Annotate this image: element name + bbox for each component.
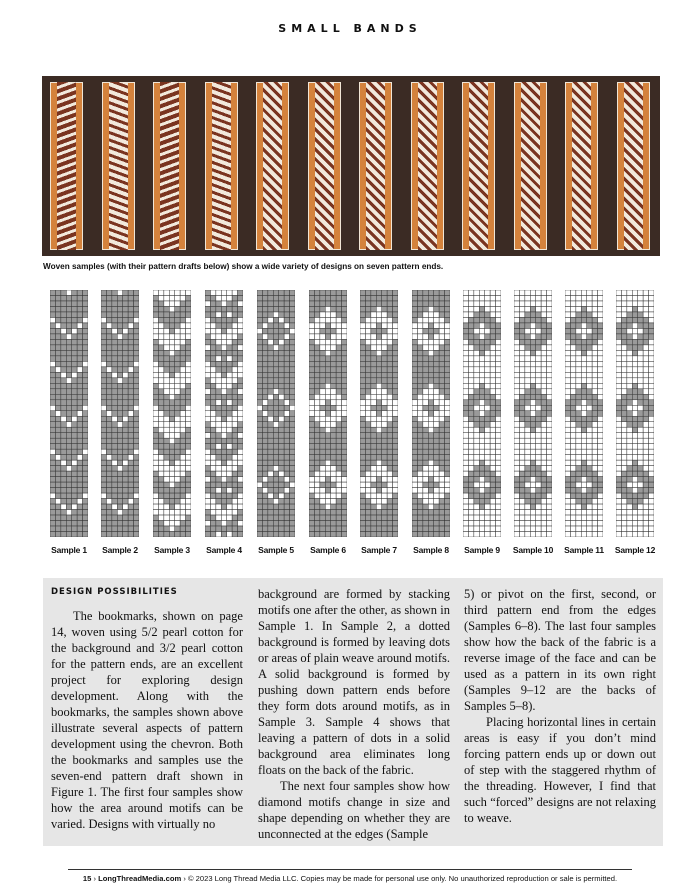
woven-band	[50, 82, 83, 250]
article-column-1	[51, 586, 243, 832]
photo-caption: Woven samples (with their pattern drafts below) show a wide variety of designs on seven pattern ends.	[43, 262, 444, 271]
pattern-draft	[101, 290, 139, 537]
footer: 15 › LongThreadMedia.com › © 2023 Long Thread Media LLC. Copies may be made for personal use only. No unauthorized reproduction or sale is permitted.	[82, 874, 618, 883]
sample-label: Sample 12	[614, 545, 656, 555]
woven-band	[462, 82, 495, 250]
sample-label: Sample 10	[512, 545, 554, 555]
pattern-draft	[205, 290, 243, 537]
section-heading: DESIGN POSSIBILITIES	[51, 587, 178, 597]
article-column-2	[258, 586, 450, 842]
woven-band	[308, 82, 341, 250]
pattern-draft	[412, 290, 450, 537]
sample-label: Sample 8	[413, 545, 449, 555]
woven-band	[411, 82, 444, 250]
pattern-draft	[565, 290, 603, 537]
sample-label: Sample 3	[154, 545, 190, 555]
woven-band	[153, 82, 186, 250]
woven-band	[256, 82, 289, 250]
sample-label: Sample 1	[51, 545, 87, 555]
pattern-draft	[616, 290, 654, 537]
running-head: SMALL BANDS	[278, 22, 422, 35]
pattern-draft	[360, 290, 398, 537]
sample-label: Sample 4	[206, 545, 242, 555]
sample-label: Sample 9	[464, 545, 500, 555]
woven-band	[565, 82, 598, 250]
pattern-draft	[50, 290, 88, 537]
site-link[interactable]: LongThreadMedia.com	[98, 874, 182, 883]
paragraph: The bookmarks, shown on page 14, woven using 5/2 pearl cotton for the background and 3/2 pearl cotton for the pattern ends, are an excellent project for exploring design development. Along with the bookmarks, the samples shown above illustrate several aspects of pattern development using the chevron. Both the bookmarks and samples use the seven-end pattern draft shown in Figure 1. The first four samples show how the area around motifs can be varied. Designs with virtually no	[51, 609, 243, 831]
paragraph: background are formed by stacking motifs one after the other, as shown in Sample 1. In Sample 2, a dotted background is formed by leaving dots or areas of plain weave around motifs. A solid background is formed by pushing down pattern ends before they form dots around motifs, as in Sample 3. Sample 4 shows that leaving a pattern of dots in a solid background area eliminates long floats on the back of the fabric.	[258, 587, 450, 777]
sample-label: Sample 11	[564, 545, 604, 555]
paragraph: Placing horizontal lines in certain areas is easy if you don’t mind forcing pattern ends up or down out of step with the staggered rhythm of the threading. However, I find that such “forced” designs are not relaxing to weave.	[464, 715, 656, 825]
pattern-draft	[514, 290, 552, 537]
paragraph: The next four samples show how diamond motifs change in size and shape depending on whether they are unconnected at the edges (Sample	[258, 779, 450, 841]
page-number: 15	[82, 874, 92, 883]
pattern-draft	[257, 290, 295, 537]
woven-band	[617, 82, 650, 250]
article-box	[43, 578, 663, 846]
pattern-draft	[309, 290, 347, 537]
woven-band	[102, 82, 135, 250]
copyright-notice: © 2023 Long Thread Media LLC. Copies may be made for personal use only. No unauthorized reproduction or sale is permitted.	[187, 874, 618, 883]
footer-rule	[68, 869, 632, 870]
pattern-draft	[153, 290, 191, 537]
article-column-3	[464, 586, 656, 826]
sample-label: Sample 5	[258, 545, 294, 555]
woven-band	[514, 82, 547, 250]
sample-label: Sample 2	[102, 545, 138, 555]
woven-samples-photo	[42, 76, 660, 256]
paragraph: 5) or pivot on the first, second, or third pattern end from the edges (Samples 6–8). The last four samples show how the back of the fabric is a reverse image of the face and can be used as a pattern in its own right (Samples 9–12 are the backs of Samples 5–8).	[464, 587, 656, 713]
sample-label: Sample 6	[310, 545, 346, 555]
pattern-draft	[463, 290, 501, 537]
woven-band	[205, 82, 238, 250]
sample-label: Sample 7	[361, 545, 397, 555]
woven-band	[359, 82, 392, 250]
